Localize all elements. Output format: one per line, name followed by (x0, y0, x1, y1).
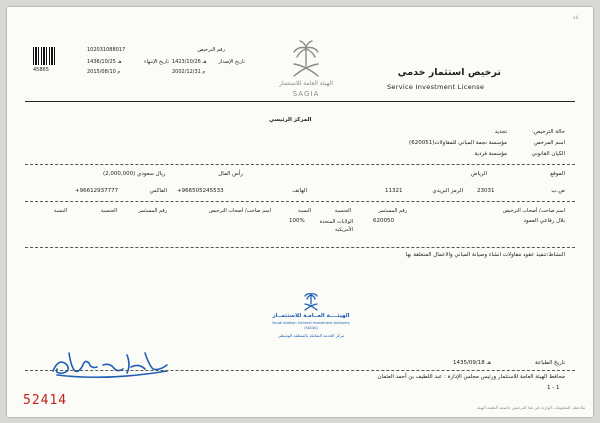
status-value: تجديد (494, 129, 507, 135)
expiry-label: تاريخ الإنتهاء (144, 59, 169, 65)
print-date-value: 1435/09/18 هـ (453, 360, 491, 366)
divider-3 (25, 247, 575, 248)
fax-value: +96612937777 (75, 188, 119, 194)
owners-header-share-left: النسبة (53, 208, 67, 214)
footer-note: ملاحظة: المعلومات الواردة في هذا الترخيص خاضعة لأنظمة الهيئة (477, 405, 586, 410)
phone-value: +966505245533 (177, 188, 224, 194)
license-title-ar: ترخيص استثمار خدمي (397, 67, 501, 78)
footer-divider (25, 370, 575, 371)
logo-arabic: الهيئة العامة للاستثمار (279, 80, 333, 87)
fax-label: الفاكس (149, 188, 167, 194)
expiry-value: 1436/10/25 هـ (87, 59, 122, 65)
signature-graphic (47, 345, 177, 381)
owners-header-nationality-left: الجنسية (100, 208, 117, 214)
owner-share: 100% (289, 218, 305, 224)
owners-header-share-right: النسبة (297, 208, 311, 214)
header-divider (25, 101, 575, 102)
license-title-en: Service Investment License (387, 83, 485, 91)
expiry-greg: 2015/08/10 م (87, 69, 121, 75)
licensee-value: مؤسسة نجمة المباني للمقاولات(620051) (409, 140, 507, 146)
sagia-logo (278, 40, 334, 102)
owner-investor-no: 620050 (373, 218, 394, 224)
status-label: حالة الترخيص: (532, 129, 565, 135)
pobox-label: ص.ب (551, 188, 565, 194)
owners-header-nationality-right: الجنسية (334, 208, 351, 214)
activity-text: النشاط:تنفيذ عقود مقاولات انشاء وصيانة المباني والاعمال المتعلقة بها (405, 252, 565, 258)
postal-label: الرمز البريدي (432, 188, 463, 194)
owners-header-investor-right: رقم المستثمر (378, 208, 407, 214)
top-right-mark: ٤٥ (573, 15, 579, 21)
issue-label: تاريخ الإصدار (218, 59, 245, 65)
seal-arabic: الهيئــــة العــامـة للاستثمــار (272, 313, 350, 319)
official-seal (271, 291, 351, 351)
owner-name: بلال رفاعي العمود (523, 218, 565, 224)
licensee-label: اسم المرخص (533, 140, 565, 146)
capital-label: رأس المال (218, 171, 243, 177)
license-document (7, 7, 593, 417)
phone-label: الهاتف (292, 188, 307, 194)
owners-header-investor-left: رقم المستثمر (138, 208, 167, 214)
issue-value: 1423/10/26 هـ (172, 59, 207, 65)
license-no-value: 102031088017 (87, 47, 126, 53)
owners-header-name-left: اسم صاحب/ أصحاب الترخيص (208, 208, 271, 214)
palm-swords-icon (278, 40, 334, 80)
postal-value: 11321 (385, 188, 403, 194)
city-value: الرياض (470, 171, 487, 177)
seal-subtitle: مركز الخدمة الشاملة بالمنطقة الوسطى (277, 333, 345, 338)
barcode-graphic (33, 47, 55, 65)
seal-palm-icon (302, 291, 320, 311)
capital-value: (2,000,000) ريال سعودي (103, 171, 166, 177)
license-no-label: رقم الترخيص (197, 47, 225, 53)
page-number: 1 - 1 (547, 385, 560, 391)
print-date-label: تاريخ الطباعة (535, 360, 565, 366)
divider-1 (25, 164, 575, 165)
main-center-label: المركز الرئيسي (269, 117, 312, 123)
governor-line: محافظ الهيئة العامة للاستثمار ورئيس مجلس الإدارة : عبد اللطيف بن أحمد العثمان (377, 374, 565, 380)
owners-header-name-right: اسم صاحب/ أصحاب الترخيص (502, 208, 565, 214)
barcode-number: 45865 (33, 67, 49, 73)
entity-value: مؤسسة فردية (474, 151, 507, 157)
pobox-value: 23031 (477, 188, 495, 194)
seal-english: Saudi Arabian General Investment Authority (SAGIA) (272, 321, 350, 330)
entity-label: الكيان القانوني (531, 151, 565, 157)
divider-2 (25, 201, 575, 202)
owner-nationality: الولايات المتحدة الأمريكية (319, 219, 353, 233)
location-label: الموقع (550, 171, 565, 177)
serial-number: 52414 (23, 393, 68, 408)
logo-english: SAGIA (292, 90, 320, 98)
issue-greg: 2002/12/31 م (172, 69, 206, 75)
